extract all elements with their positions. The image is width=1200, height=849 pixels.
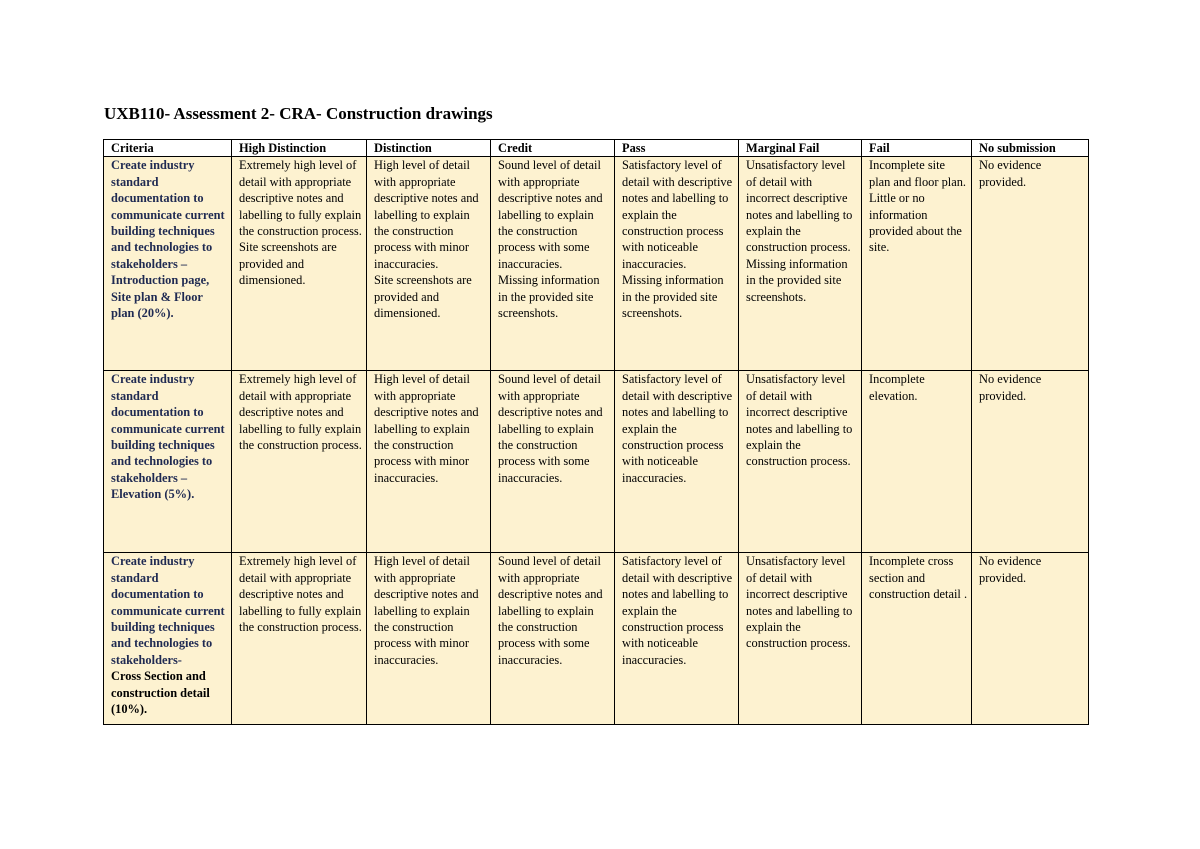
cell-text: Sound level of detail with appropriate descriptive notes and labelling to explain the construction process with some inaccuracies. bbox=[498, 554, 603, 667]
cell-no-submission bbox=[972, 553, 1089, 725]
cell-text: High level of detail with appropriate descriptive notes and labelling to explain the construction process with minor inaccuracies. bbox=[374, 554, 479, 667]
cell-text-2: Missing information in the provided site screenshots. bbox=[498, 273, 600, 321]
cell-text: Extremely high level of detail with appropriate descriptive notes and labelling to fully explain the construction process. bbox=[239, 554, 362, 635]
cell-text: Extremely high level of detail with appropriate descriptive notes and labelling to fully explain the construction process. bbox=[239, 158, 362, 239]
cell-high-distinction bbox=[232, 371, 367, 553]
criteria-cell bbox=[104, 553, 232, 725]
header-fail: Fail bbox=[862, 140, 972, 157]
cell-text: Unsatisfactory level of detail with incorrect descriptive notes and labelling to explain the construction process. bbox=[746, 554, 853, 651]
header-credit: Credit bbox=[491, 140, 615, 157]
cell-marginal-fail bbox=[739, 157, 862, 371]
cell-distinction bbox=[367, 553, 491, 725]
rubric-table bbox=[103, 139, 1089, 725]
cell-text-2: Site screenshots are provided and dimensioned. bbox=[239, 240, 337, 288]
table-row bbox=[104, 553, 1089, 725]
cell-fail bbox=[862, 371, 972, 553]
cell-text-2: Missing information in the provided site screenshots. bbox=[622, 273, 724, 321]
cell-no-submission bbox=[972, 157, 1089, 371]
page-title: UXB110- Assessment 2- CRA- Construction drawings bbox=[104, 104, 493, 123]
cell-text: No evidence provided. bbox=[979, 372, 1042, 403]
cell-high-distinction bbox=[232, 553, 367, 725]
cell-text: Satisfactory level of detail with descriptive notes and labelling to explain the construction process with noticeable inaccuracies. bbox=[622, 158, 733, 271]
cell-pass bbox=[615, 371, 739, 553]
cell-text: No evidence provided. bbox=[979, 554, 1042, 585]
criteria-extra-text: Cross Section and construction detail (10%). bbox=[111, 669, 210, 717]
cell-text: Incomplete elevation. bbox=[869, 372, 925, 403]
cell-text-2: Site screenshots are provided and dimensioned. bbox=[374, 273, 472, 321]
table-row bbox=[104, 371, 1089, 553]
cell-marginal-fail bbox=[739, 371, 862, 553]
criteria-cell bbox=[104, 157, 232, 371]
cell-text: Extremely high level of detail with appropriate descriptive notes and labelling to fully explain the construction process. bbox=[239, 372, 362, 453]
cell-high-distinction bbox=[232, 157, 367, 371]
cell-text: Unsatisfactory level of detail with incorrect descriptive notes and labelling to explain the construction process. bbox=[746, 158, 853, 255]
cell-text: Incomplete site plan and floor plan. Little or no information provided about the site. bbox=[869, 158, 967, 255]
cell-text: No evidence provided. bbox=[979, 158, 1042, 189]
cell-distinction bbox=[367, 371, 491, 553]
header-high-distinction: High Distinction bbox=[232, 140, 367, 157]
cell-text: Incomplete cross section and construction detail . bbox=[869, 554, 968, 602]
cell-text: Sound level of detail with appropriate descriptive notes and labelling to explain the construction process with some inaccuracies. bbox=[498, 372, 603, 485]
cell-fail bbox=[862, 553, 972, 725]
cell-text: High level of detail with appropriate descriptive notes and labelling to explain the construction process with minor inaccuracies. bbox=[374, 372, 479, 485]
header-criteria: Criteria bbox=[104, 140, 232, 157]
cell-credit bbox=[491, 553, 615, 725]
criteria-text: Create industry standard documentation to communicate current building techniques and technologies to stakeholders – Introduction page, Site plan & Floor plan (20%). bbox=[111, 158, 225, 321]
header-row bbox=[104, 140, 1089, 157]
cell-no-submission bbox=[972, 371, 1089, 553]
criteria-text: Create industry standard documentation to communicate current building techniques and technologies to stakeholders- bbox=[111, 554, 225, 667]
header-marginal-fail: Marginal Fail bbox=[739, 140, 862, 157]
criteria-text: Create industry standard documentation to communicate current building techniques and technologies to stakeholders – Elevation (5%). bbox=[111, 372, 225, 502]
cell-marginal-fail bbox=[739, 553, 862, 725]
cell-fail bbox=[862, 157, 972, 371]
cell-distinction bbox=[367, 157, 491, 371]
cell-text-2: Missing information in the provided site screenshots. bbox=[746, 256, 848, 304]
cell-pass bbox=[615, 157, 739, 371]
header-distinction: Distinction bbox=[367, 140, 491, 157]
header-no-submission: No submission bbox=[972, 140, 1089, 157]
criteria-cell bbox=[104, 371, 232, 553]
cell-text: Unsatisfactory level of detail with incorrect descriptive notes and labelling to explain the construction process. bbox=[746, 372, 853, 469]
cell-text: Satisfactory level of detail with descriptive notes and labelling to explain the construction process with noticeable inaccuracies. bbox=[622, 372, 733, 485]
cell-credit bbox=[491, 371, 615, 553]
header-pass: Pass bbox=[615, 140, 739, 157]
cell-text: Satisfactory level of detail with descriptive notes and labelling to explain the construction process with noticeable inaccuracies. bbox=[622, 554, 733, 667]
cell-pass bbox=[615, 553, 739, 725]
cell-text: High level of detail with appropriate descriptive notes and labelling to explain the construction process with minor inaccuracies. bbox=[374, 158, 479, 271]
cell-text: Sound level of detail with appropriate descriptive notes and labelling to explain the construction process with some inaccuracies. bbox=[498, 158, 603, 271]
cell-credit bbox=[491, 157, 615, 371]
table-row bbox=[104, 157, 1089, 371]
